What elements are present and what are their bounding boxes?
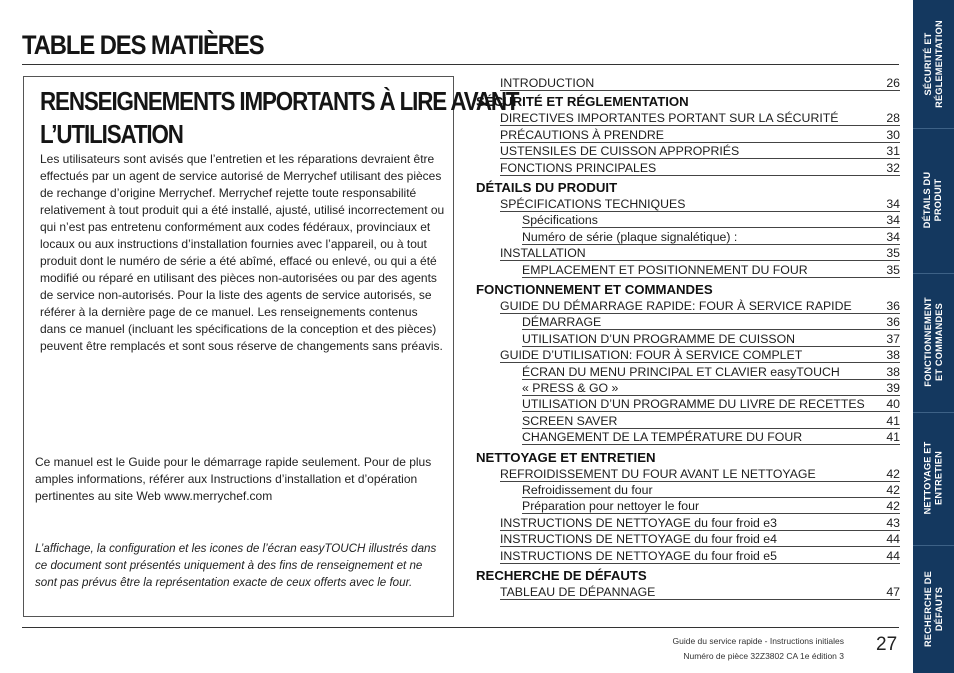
side-tab-label-line2: ET COMMANDES bbox=[933, 303, 944, 381]
toc-entry-page: 35 bbox=[886, 262, 900, 277]
toc-entry-label: ÉCRAN DU MENU PRINCIPAL ET CLAVIER easyTOUCH bbox=[522, 364, 840, 379]
toc-entry-label: Spécifications bbox=[522, 213, 598, 228]
toc-entry[interactable] bbox=[522, 414, 900, 429]
toc-entry[interactable] bbox=[500, 299, 900, 314]
side-tab-divider bbox=[913, 273, 954, 274]
side-tab-label-line2: DÉFAUTS bbox=[933, 586, 944, 632]
toc-entry-page: 40 bbox=[886, 397, 900, 412]
toc-entry-label: EMPLACEMENT ET POSITIONNEMENT DU FOUR bbox=[522, 262, 808, 277]
side-tab-label-line1: SÉCURITÉ ET bbox=[922, 32, 933, 95]
toc-entry[interactable] bbox=[522, 499, 900, 514]
toc-entry-page: 41 bbox=[886, 413, 900, 428]
footer-part-number: Numéro de pièce 32Z3802 CA 1e édition 3 bbox=[683, 651, 844, 661]
side-tab-divider bbox=[913, 412, 954, 413]
toc-entry-page: 36 bbox=[886, 315, 900, 330]
toc-entry-label: INSTALLATION bbox=[500, 246, 586, 261]
toc-entry-label: Refroidissement du four bbox=[522, 483, 653, 497]
toc-entry[interactable] bbox=[500, 111, 900, 126]
toc-entry[interactable] bbox=[522, 230, 900, 245]
side-tab-label bbox=[923, 297, 945, 387]
side-tab-label-line1: FONCTIONNEMENT bbox=[922, 297, 933, 387]
side-tab-label-line1: RECHERCHE DE bbox=[922, 571, 933, 647]
toc-entry-label: DIRECTIVES IMPORTANTES PORTANT SUR LA SÉCURITÉ bbox=[500, 111, 839, 126]
toc-entry-label: Numéro de série (plaque signalétique) : bbox=[522, 229, 738, 244]
side-tab-label-line1: DÉTAILS DU bbox=[922, 171, 933, 229]
toc-entry-label: FONCTIONS PRINCIPALES bbox=[500, 160, 657, 175]
toc-entry[interactable] bbox=[522, 365, 900, 380]
toc-section-heading[interactable]: FONCTIONNEMENT ET COMMANDES bbox=[476, 282, 713, 297]
toc-entry-label: Préparation pour nettoyer le four bbox=[522, 499, 700, 514]
side-tab-label bbox=[923, 442, 945, 515]
toc-entry-label: TABLEAU DE DÉPANNAGE bbox=[500, 585, 656, 599]
side-tab-label bbox=[923, 172, 945, 228]
toc-entry[interactable] bbox=[500, 348, 900, 363]
toc-entry-page: 47 bbox=[886, 585, 900, 599]
toc-entry-label: UTILISATION D’UN PROGRAMME DU LIVRE DE RECETTES bbox=[522, 397, 865, 412]
toc-section-heading[interactable]: NETTOYAGE ET ENTRETIEN bbox=[476, 449, 656, 465]
toc-entry-page: 37 bbox=[886, 331, 900, 346]
side-tab-label-line1: NETTOYAGE ET bbox=[922, 441, 933, 515]
side-tab-divider bbox=[913, 128, 954, 129]
toc-entry[interactable] bbox=[522, 263, 900, 278]
toc-entry-label: SPÉCIFICATIONS TECHNIQUES bbox=[500, 197, 686, 211]
toc-entry-page: 35 bbox=[886, 246, 900, 261]
side-tab[interactable] bbox=[913, 0, 954, 127]
toc-entry[interactable] bbox=[500, 246, 900, 261]
toc-entry[interactable] bbox=[522, 397, 900, 412]
toc-entry-page: 43 bbox=[886, 515, 900, 530]
toc-entry[interactable] bbox=[522, 332, 900, 347]
toc-entry[interactable] bbox=[500, 128, 900, 143]
toc-entry[interactable] bbox=[500, 161, 900, 176]
notice-paragraph: Les utilisateurs sont avisés que l’entretien et les réparations devraient être effectués par un agent de service autorisé de Merrychef utilisant des pièces de rechange d’origine Merrychef. Merrychef rejette toute responsabilité relativement à tout produit qui a été installé, ajusté, utilisé incorrectement ou qui n’est pas entretenu conformément aux codes fédéraux, provinciaux et locaux ou aux instructions d’installation fournies avec l’appareil, ou à tout produit dont le numéro de série a été abîmé, effacé ou enlevé, ou qui a été modifié ou réparé en utilisant des pièces non-autorisées ou par des agents de service non-autorisés. Pour la liste des agents de service autorisés, se référer à la dernière page de ce manuel. Les renseignements contenus dans ce manuel (incluant les spécifications de la conception et des pièces) peuvent être remplacés et sont sous réserve de changements sans préavis. bbox=[40, 152, 445, 353]
toc-entry-label: DÉMARRAGE bbox=[522, 315, 602, 330]
toc-entry-page: 28 bbox=[886, 111, 900, 126]
toc-section-heading[interactable]: RECHERCHE DE DÉFAUTS bbox=[476, 568, 647, 583]
toc-entry-page: 34 bbox=[886, 229, 900, 244]
toc-entry-label: INSTRUCTIONS DE NETTOYAGE du four froid e4 bbox=[500, 532, 777, 547]
footer-divider bbox=[22, 627, 899, 628]
side-tab-label bbox=[923, 571, 945, 647]
side-tab-label-line2: ENTRETIEN bbox=[933, 451, 944, 505]
toc-entry[interactable] bbox=[522, 430, 900, 445]
toc-entry[interactable] bbox=[522, 213, 900, 228]
side-tab-label-line2: RÉGLEMENTATION bbox=[933, 19, 944, 108]
toc-entry[interactable] bbox=[500, 197, 900, 212]
toc-entry-page: 41 bbox=[886, 430, 900, 445]
side-tab[interactable] bbox=[913, 128, 954, 272]
toc-entry-page: 32 bbox=[886, 160, 900, 175]
toc-entry[interactable] bbox=[500, 467, 900, 482]
toc-entry-label: PRÉCAUTIONS À PRENDRE bbox=[500, 127, 664, 142]
toc-entry-page: 38 bbox=[886, 348, 900, 363]
side-tab-divider bbox=[913, 545, 954, 546]
page-title: TABLE DES MATIÈRES bbox=[22, 30, 264, 60]
easytouch-disclaimer: L’affichage, la configuration et les icones de l’écran easyTOUCH illustrés dans ce document sont présentés uniquement à des fins de renseignement et ne sont pas prévus être la représentation exacte de ceux offerts avec le four. bbox=[35, 542, 437, 589]
toc-entry-label: SCREEN SAVER bbox=[522, 413, 618, 428]
page-number: 27 bbox=[876, 634, 898, 655]
toc-entry-page: 31 bbox=[886, 144, 900, 159]
toc-entry-page: 42 bbox=[886, 483, 900, 497]
toc-entry[interactable] bbox=[522, 315, 900, 330]
toc-entry-label: « PRESS & GO » bbox=[522, 381, 619, 395]
notice-heading bbox=[40, 85, 519, 151]
side-tab[interactable] bbox=[913, 545, 954, 673]
toc-entry[interactable] bbox=[522, 483, 900, 498]
toc-entry[interactable] bbox=[500, 549, 900, 564]
toc-entry-page: 26 bbox=[886, 76, 900, 90]
toc-entry-label: GUIDE DU DÉMARRAGE RAPIDE: FOUR À SERVICE RAPIDE bbox=[500, 299, 852, 313]
toc-entry-label: INTRODUCTION bbox=[500, 76, 595, 90]
toc-entry-page: 42 bbox=[886, 466, 900, 481]
toc-entry[interactable] bbox=[500, 516, 900, 531]
toc-entry-page: 30 bbox=[886, 127, 900, 142]
side-tab[interactable] bbox=[913, 273, 954, 411]
toc-entry-page: 34 bbox=[886, 213, 900, 228]
toc-entry[interactable] bbox=[522, 381, 900, 396]
toc-entry-label: INSTRUCTIONS DE NETTOYAGE du four froid e3 bbox=[500, 515, 777, 530]
toc-entry-page: 34 bbox=[886, 197, 900, 211]
toc-section-heading[interactable]: DÉTAILS DU PRODUIT bbox=[476, 180, 618, 195]
side-tab-label bbox=[923, 20, 945, 108]
toc-entry-page: 44 bbox=[886, 548, 900, 563]
toc-entry-label: UTILISATION D’UN PROGRAMME DE CUISSON bbox=[522, 331, 796, 346]
footer-guide-title: Guide du service rapide - Instructions initiales bbox=[672, 636, 844, 646]
toc-entry[interactable] bbox=[500, 532, 900, 547]
side-tab-label-line2: PRODUIT bbox=[933, 178, 944, 222]
toc-entry-page: 44 bbox=[886, 532, 900, 547]
toc-entry-page: 38 bbox=[886, 364, 900, 379]
toc-entry-label: GUIDE D’UTILISATION: FOUR À SERVICE COMPLET bbox=[500, 348, 803, 363]
section-tabs-sidebar bbox=[913, 0, 954, 673]
toc-section-heading[interactable]: SÉCURITÉ ET RÉGLEMENTATION bbox=[476, 94, 689, 110]
toc-entry[interactable] bbox=[500, 144, 900, 159]
toc-entry-page: 42 bbox=[886, 499, 900, 514]
quick-start-info: Ce manuel est le Guide pour le démarrage rapide seulement. Pour de plus amples informations, référer aux Instructions d’installation et d’opération pertinentes au site Web www.merrychef.com bbox=[35, 455, 432, 503]
notice-box bbox=[23, 76, 519, 617]
toc-entry-label: CHANGEMENT DE LA TEMPÉRATURE DU FOUR bbox=[522, 430, 803, 445]
side-tab[interactable] bbox=[913, 412, 954, 544]
notice-heading-line2: L’UTILISATION bbox=[40, 119, 183, 149]
toc-entry-label: INSTRUCTIONS DE NETTOYAGE du four froid e5 bbox=[500, 548, 777, 563]
notice-heading-line1: RENSEIGNEMENTS IMPORTANTS À LIRE AVANT bbox=[40, 86, 519, 116]
toc-entry-label: USTENSILES DE CUISSON APPROPRIÉS bbox=[500, 144, 740, 159]
title-divider bbox=[22, 64, 899, 65]
toc-entry-page: 39 bbox=[886, 381, 900, 395]
toc-entry[interactable] bbox=[500, 585, 900, 600]
toc-entry[interactable] bbox=[500, 76, 900, 91]
toc-entry-label: REFROIDISSEMENT DU FOUR AVANT LE NETTOYAGE bbox=[500, 466, 816, 481]
toc-entry-page: 36 bbox=[886, 299, 900, 313]
